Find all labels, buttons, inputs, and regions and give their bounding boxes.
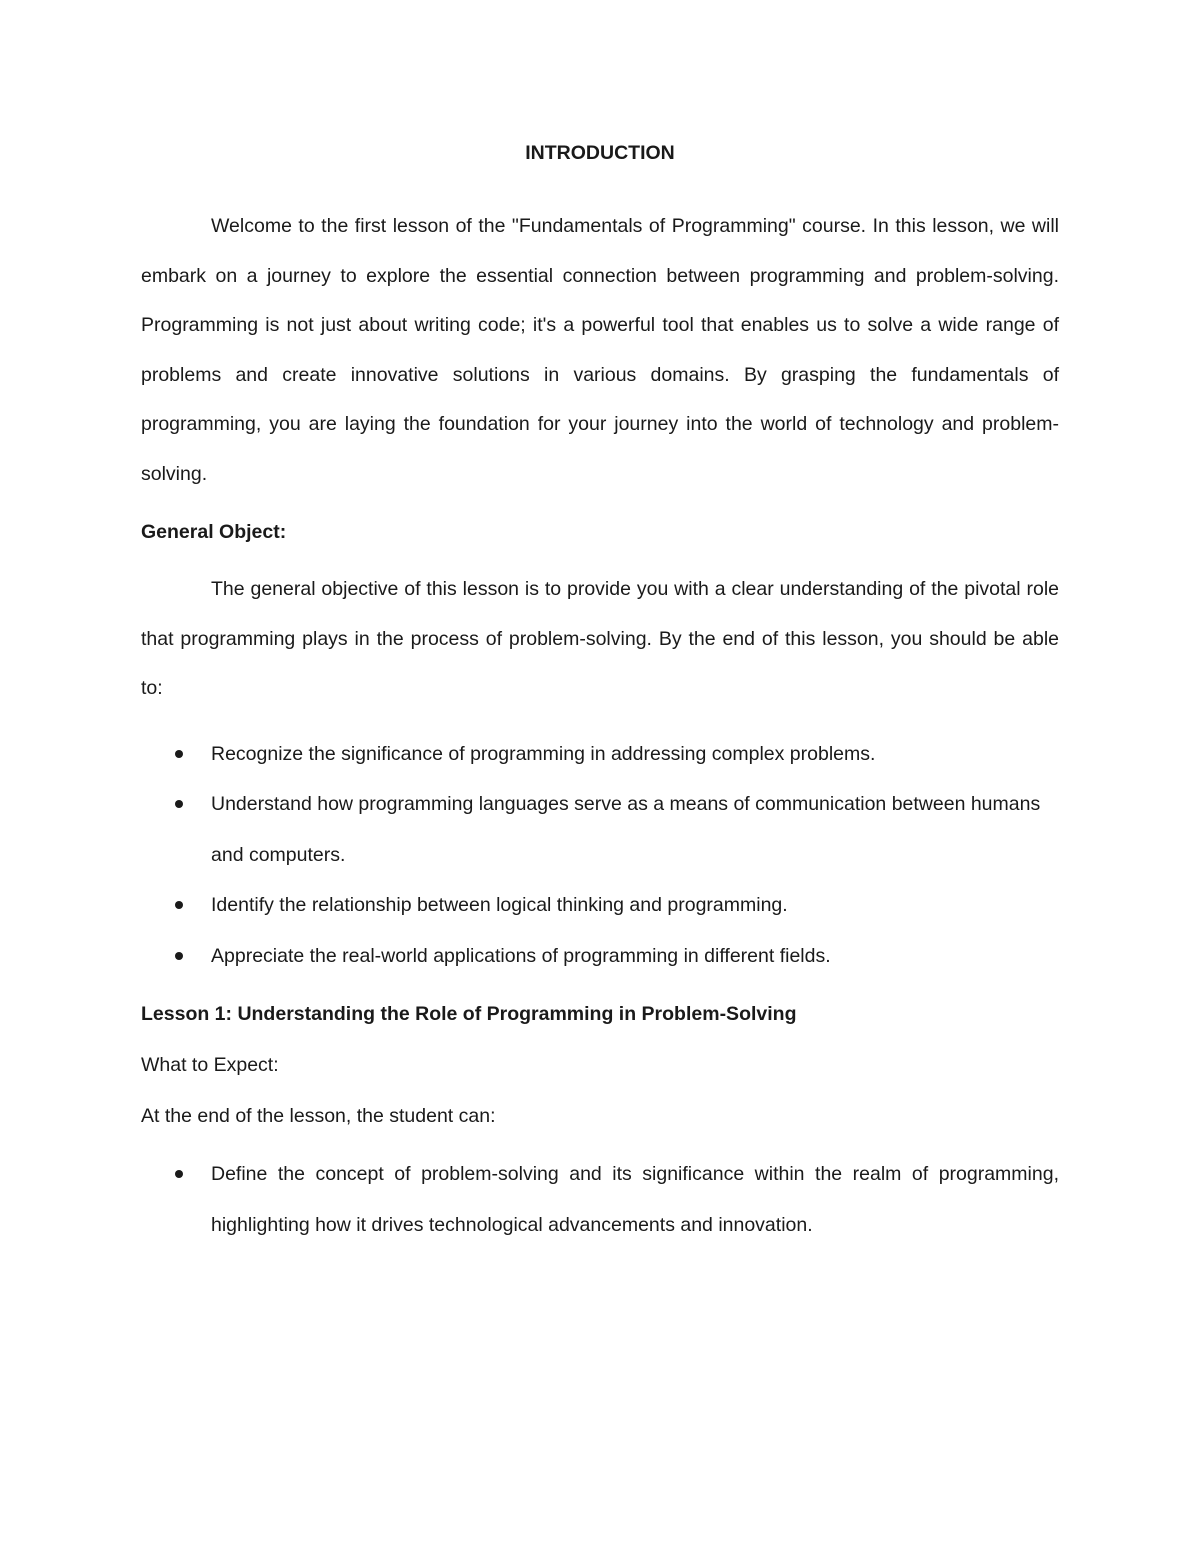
intro-paragraph: Welcome to the first lesson of the "Fundamentals of Programming" course. In this lesson, we will embark on a journey to explore the essential connection between programming and problem-solving. Programming is not just about writing code; it's a powerful tool that enables us to solve a wide range of problems and create innovative solutions in various domains. By grasping the fundamentals of programming, you are laying the foundation for your journey into the world of technology and problem-solving. [141,215,1059,485]
list-item [141,931,1059,982]
list-item-text: Understand how programming languages serve as a means of communication between humans and computers. [211,793,1041,866]
objectives-list [141,729,1059,982]
page-title: INTRODUCTION [525,142,675,164]
lesson-heading: Lesson 1: Understanding the Role of Programming in Problem-Solving [141,1003,797,1025]
general-object-heading: General Object: [141,521,287,543]
list-item [141,779,1059,880]
list-item-text: Define the concept of problem-solving and its significance within the realm of programming, highlighting how it drives technological advancements and innovation. [211,1163,1059,1236]
list-item-text: Appreciate the real-world applications of programming in different fields. [211,944,831,967]
bullet-icon [175,800,183,808]
bullet-icon [175,750,183,758]
list-item-text: Recognize the significance of programming in addressing complex problems. [211,742,876,765]
list-item-text: Identify the relationship between logical thinking and programming. [211,894,788,916]
general-object-paragraph: The general objective of this lesson is to provide you with a clear understanding of the pivotal role that programming plays in the process of problem-solving. By the end of this lesson, you should be able to: [141,578,1059,699]
bullet-icon [175,952,183,960]
what-to-expect-label: What to Expect: [141,1054,279,1076]
bullet-icon [175,1170,183,1178]
end-of-lesson-label: At the end of the lesson, the student can: [141,1105,496,1127]
document-body [141,137,1059,1265]
list-item [141,880,1059,931]
list-item [141,1149,1059,1250]
lesson-outcomes-list [141,1149,1059,1250]
list-item [141,729,1059,780]
bullet-icon [175,901,183,909]
